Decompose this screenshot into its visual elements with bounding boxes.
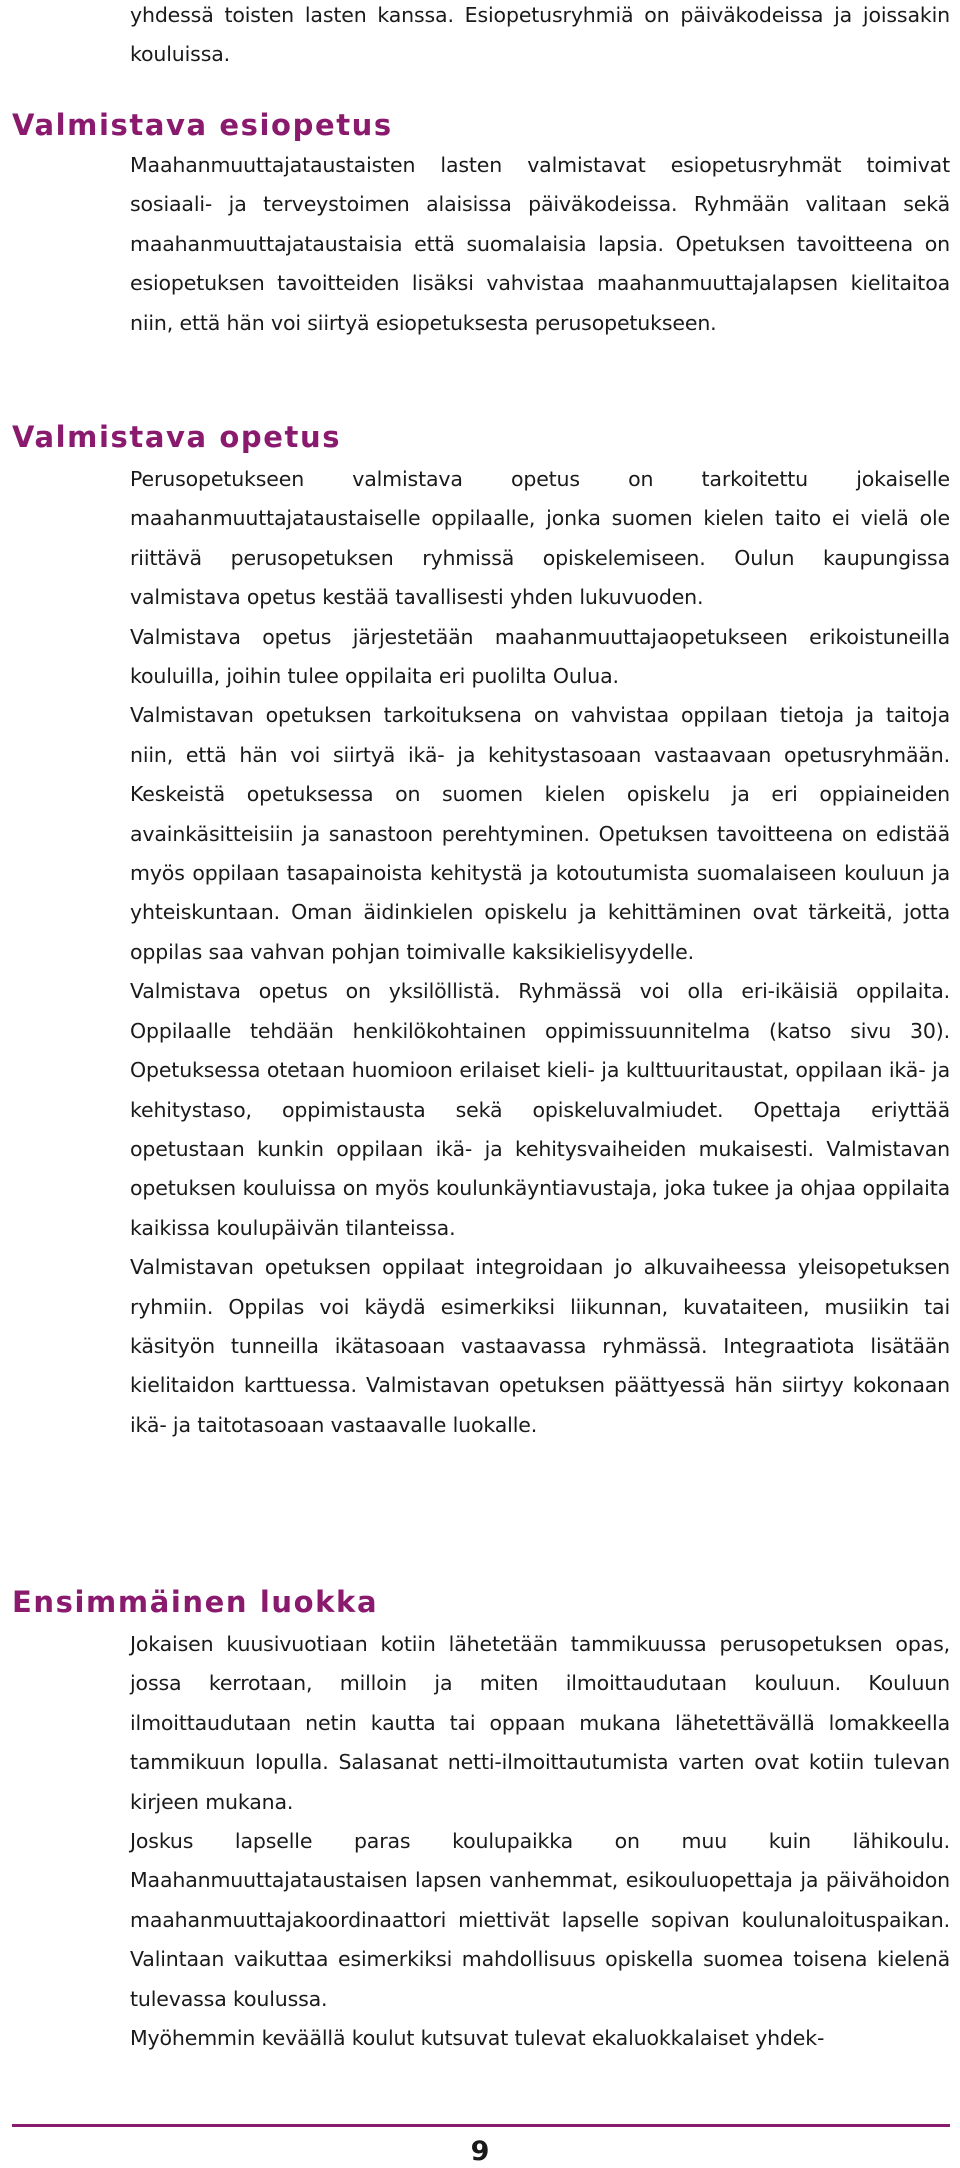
paragraph: Valmistavan opetuksen oppilaat integroidaan jo alkuvaiheessa yleisopetuksen ryhmiin. Oppilas voi käydä esimerkiksi liikunnan, kuvataiteen, musiikin tai käsityön tunneilla ikätasoaan vastaavassa ryhmässä. Integraatiota lisätään kielitaidon karttuessa. Valmistavan opetuksen päättyessä hän siirtyy kokonaan ikä- ja taitotasoaan vastaavalle luokalle. [130, 1255, 950, 1437]
section-heading-valmistava-opetus: Valmistava opetus [12, 420, 342, 454]
section-heading-ensimmainen-luokka: Ensimmäinen luokka [12, 1585, 379, 1619]
paragraph: Myöhemmin keväällä koulut kutsuvat tulevat ekaluokkalaiset yhdek- [130, 2026, 825, 2051]
section-body-ensimmainen-luokka [130, 1625, 950, 2058]
paragraph: Valmistava opetus on yksilöllistä. Ryhmässä voi olla eri-ikäisiä oppilaita. Oppilaalle tehdään henkilökohtainen oppimissuunnitelma (katso sivu 30). Opetuksessa otetaan huomioon erilaiset kieli- ja kulttuuritaustat, oppilaan ikä- ja kehitystaso, oppimistausta sekä opiskeluvalmiudet. Opettaja eriyttää opetustaan kunkin oppilaan ikä- ja kehitysvaiheiden mukaisesti. Valmistavan opetuksen kouluissa on myös koulunkäyntiavustaja, joka tukee ja ohjaa oppilaita kaikissa koulupäivän tilanteissa. [130, 979, 950, 1240]
paragraph: Valmistavan opetuksen tarkoituksena on vahvistaa oppilaan tietoja ja taitoja niin, että hän voi siirtyä ikä- ja kehitystasoaan vastaavaan opetusryhmään. Keskeistä opetuksessa on suomen kielen opiskelu ja eri oppiaineiden avainkäsitteisiin ja sanastoon perehtyminen. Opetuksen tavoitteena on edistää myös oppilaan tasapainoista kehitystä ja kotoutumista suomalaiseen kouluun ja yhteiskuntaan. Oman äidinkielen opiskelu ja kehittäminen ovat tärkeitä, jotta oppilas saa vahvan pohjan toimivalle kaksikielisyydelle. [130, 703, 950, 964]
intro-paragraph [130, 0, 950, 75]
section-body-valmistava-esiopetus [130, 146, 950, 343]
paragraph: Valmistava opetus järjestetään maahanmuuttajaopetukseen erikoistuneilla kouluilla, joihin tulee oppilaita eri puolilta Oulua. [130, 624, 950, 689]
footer-rule [12, 2124, 950, 2127]
page-number: 9 [470, 2136, 490, 2167]
paragraph: Jokaisen kuusivuotiaan kotiin lähetetään tammikuussa perusopetuksen opas, jossa kerrotaan, milloin ja miten ilmoittaudutaan kouluun. Kouluun ilmoittaudutaan netin kautta tai oppaan mukana lähetettävällä lomakkeella tammikuun lopulla. Salasanat netti-ilmoittautumista varten ovat kotiin tulevan kirjeen mukana. [130, 1632, 950, 1814]
paragraph: Perusopetukseen valmistava opetus on tarkoitettu jokaiselle maahanmuuttajataustaiselle oppilaalle, jonka suomen kielen taito ei vielä ole riittävä perusopetuksen ryhmissä opiskelemiseen. Oulun kaupungissa valmistava opetus kestää tavallisesti yhden lukuvuoden. [130, 467, 950, 610]
intro-text: yhdessä toisten lasten kanssa. Esiopetusryhmiä on päiväkodeissa ja joissakin kouluissa. [130, 3, 950, 67]
section-body-valmistava-opetus [130, 460, 950, 1445]
paragraph: Joskus lapselle paras koulupaikka on muu kuin lähikoulu. Maahanmuuttajataustaisen lapsen vanhemmat, esikouluopettaja ja päivähoidon maahanmuuttajakoordinaattori miettivät lapselle sopivan koulunaloituspaikan. Valintaan vaikuttaa esimerkiksi mahdollisuus opiskella suomea toisena kielenä tulevassa koulussa. [130, 1829, 950, 2011]
paragraph: Maahanmuuttajataustaisten lasten valmistavat esiopetusryhmät toimivat sosiaali- ja terveystoimen alaisissa päiväkodeissa. Ryhmään valitaan sekä maahanmuuttajataustaisia että suomalaisia lapsia. Opetuksen tavoitteena on esiopetuksen tavoitteiden lisäksi vahvistaa maahanmuuttajalapsen kielitaitoa niin, että hän voi siirtyä esiopetuksesta perusopetukseen. [130, 153, 950, 335]
section-heading-valmistava-esiopetus: Valmistava esiopetus [12, 108, 393, 142]
